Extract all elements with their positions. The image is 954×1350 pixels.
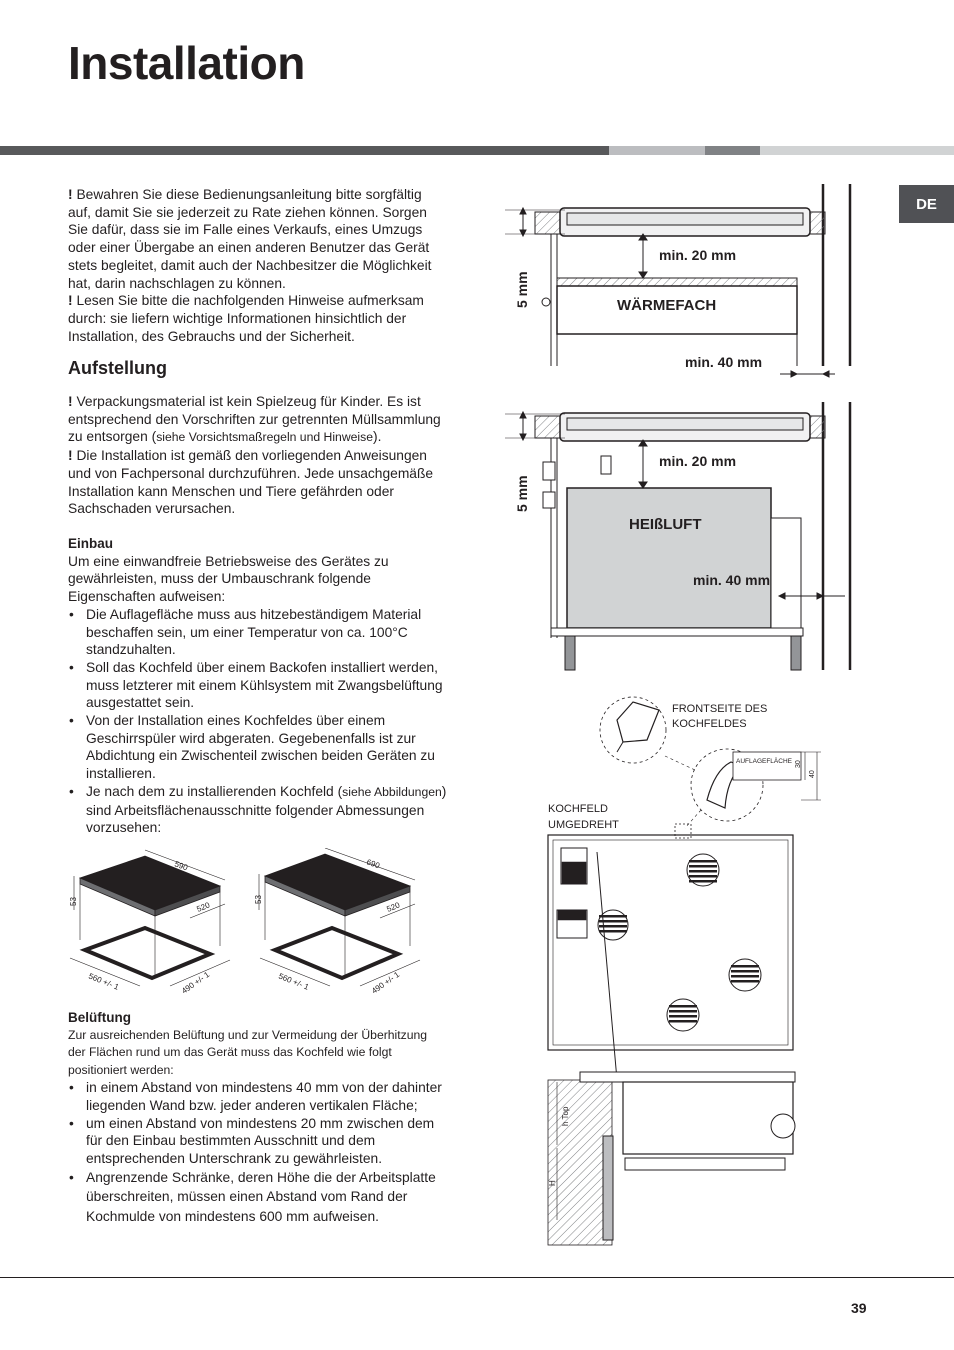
dim-depth: 520: [385, 900, 402, 914]
intro-text-1: Bewahren Sie diese Bedienungsanleitung bitte sorgfältig auf, damit Sie sie jederzeit zu Rate ziehen können. Sorgen Sie dafür, dass sie im Falle eines Verkaufs, eines Umzugs oder einer Übergabe an einen anderen Benutzer das Gerät stets begleitet, damit auch der Nachbesitzer die Möglichkeit hat, darin nachschlagen zu können.: [68, 187, 432, 291]
einbau-section: [68, 535, 448, 837]
list-item: • Die Auflagefläche muss aus hitzebeständigem Material beschaffen sein, um einer Temperatur von ca. 100°C standzuhalten.: [68, 606, 448, 659]
hob-top-surface: [265, 854, 410, 910]
label-5-mm: 5 mm: [514, 271, 530, 308]
aufstellung-section: [68, 393, 448, 518]
dim-depth: 520: [195, 900, 212, 914]
belueftung-section: [68, 1009, 448, 1226]
dim-height: 53: [69, 897, 78, 906]
dim-30: 30: [795, 760, 802, 768]
coil-stripes: [599, 860, 759, 1023]
hob-top-surface: [80, 856, 220, 910]
language-tab: DE: [899, 185, 954, 223]
diagram-warming-drawer: [505, 184, 850, 377]
footer-rule: [0, 1277, 954, 1278]
aufstellung-text-2: Die Installation ist gemäß den vorliegenden Anweisungen und von Fachpersonal durchzuführen. Jede unsachgemäße Installation kann Menschen und Tiere gefährden oder Sachschaden verursachen.: [68, 448, 434, 517]
diagram-hot-air-oven: [505, 402, 850, 670]
label-kochfeld-line-2: UMGEDREHT: [548, 819, 619, 831]
dim-cut-depth: 490 +/- 1: [179, 970, 212, 996]
aufstellung-text-1b: ).: [372, 429, 382, 445]
cutout-drawing-590: [70, 850, 230, 986]
header-bar-pale: [760, 146, 954, 155]
oven-leg: [791, 636, 801, 670]
support-surface: [733, 752, 801, 780]
list-item-text: Je nach dem zu installierenden Kochfeld (: [86, 783, 343, 799]
label-h: H: [548, 1180, 557, 1186]
oven-body: [567, 488, 771, 628]
dim-40: 40: [809, 770, 816, 778]
dim-cut-width: 560 +/- 1: [87, 971, 121, 992]
drawer-handle: [542, 298, 550, 306]
oven-knob: [543, 462, 555, 480]
belueftung-list: [68, 1079, 448, 1226]
belueftung-intro: Zur ausreichenden Belüftung und zur Vermeidung der Überhitzung der Flächen rund um das Gerät muss das Kochfeld wie folgt positioniert werden:: [68, 1027, 428, 1077]
aufstellung-paragraph-2: [68, 447, 448, 518]
oven-knob: [543, 492, 555, 508]
subheading-einbau: Einbau: [68, 536, 114, 551]
einbau-intro: Um eine einwandfreie Betriebsweise des Gerätes zu gewährleisten, muss der Umbauschrank folgende Eigenschaften aufweisen:: [68, 553, 389, 605]
label-min-40-mm: min. 40 mm: [685, 354, 763, 370]
warning-mark: !: [68, 448, 73, 464]
warning-mark: !: [68, 394, 73, 409]
page-title: Installation: [68, 37, 305, 89]
intro-paragraph-2: [68, 292, 448, 345]
header-bar-mid: [705, 146, 760, 155]
label-min-40-mm: min. 40 mm: [693, 572, 771, 588]
cross-reference: siehe Abbildungen: [342, 784, 442, 799]
list-item-text: ) sind Arbeitsflächenausschnitte folgender Abmessungen vorzusehen:: [86, 783, 447, 836]
warning-mark: !: [68, 187, 73, 202]
label-waermefach: WÄRMEFACH: [617, 297, 717, 314]
list-item: • Angrenzende Schränke, deren Höhe die der Arbeitsplatte überschreiten, müssen einen Abstand vom Rand der Kochmulde von mindestens 600 mm aufweisen.: [68, 1168, 448, 1227]
intro-section: [68, 186, 448, 345]
dim-width: 690: [365, 857, 381, 871]
cross-reference: siehe Vorsichtsmaßregeln und Hinweise: [156, 430, 373, 445]
cutout-outline: [275, 928, 398, 978]
aufstellung-text-1a: Verpackungsmaterial ist kein Spielzeug für Kinder. Es ist entsprechend den Vorschriften zur getrennten Müllsammlung zu entsorgen (: [68, 394, 441, 445]
list-item: • um einen Abstand von mindestens 20 mm zwischen dem für den Einbau bestimmten Ausschnitt und dem entsprechenden Unterschrank zu gewährleisten.: [68, 1115, 448, 1168]
list-item: • in einem Abstand von mindestens 40 mm von der dahinter liegenden Wand bzw. jeder anderen vertikalen Fläche;: [68, 1079, 448, 1114]
list-item: • Von der Installation eines Kochfeldes über einem Geschirrspüler wird abgeraten. Gegebenenfalls ist zur Abdichtung ein Zwischenteil zwischen beiden Geräten zu installieren.: [68, 712, 448, 783]
label-front-line-2: KOCHFELDES: [672, 718, 747, 730]
worktop-section: [548, 1080, 612, 1245]
cutout-outline: [85, 928, 210, 978]
label-auflageflaeche: AUFLAGEFLÄCHE: [736, 758, 792, 765]
list-item: • Soll das Kochfeld über einem Backofen installiert werden, muss letzterer mit einem Kühlsystem mit Zwangsbelüftung ausgestattet sein.: [68, 659, 448, 712]
label-heissluft: HEIßLUFT: [629, 516, 702, 533]
section-heading-aufstellung: Aufstellung: [68, 358, 167, 378]
label-min-20-mm: min. 20 mm: [659, 453, 737, 469]
dim-height: 53: [254, 895, 263, 904]
diagram-section-view: [548, 1072, 795, 1245]
dim-cut-depth: 490 +/- 1: [369, 970, 402, 996]
fixing-screw: [603, 1136, 613, 1240]
dim-cut-width: 560 +/- 1: [277, 971, 311, 992]
installation-diagrams: [505, 180, 895, 1250]
page-number: 39: [851, 1300, 867, 1316]
bracket-icon: [617, 702, 659, 742]
drawer-top: [557, 278, 797, 286]
cutout-dimension-drawings: [60, 848, 450, 1008]
label-5-mm: 5 mm: [514, 475, 530, 512]
aufstellung-paragraph-1: [68, 393, 448, 447]
einbau-list: [68, 606, 448, 837]
intro-paragraph-1: [68, 186, 448, 292]
label-kochfeld-line-1: KOCHFELD: [548, 803, 608, 815]
oven-leg: [565, 636, 575, 670]
label-min-20-mm: min. 20 mm: [659, 247, 737, 263]
subheading-belueftung: Belüftung: [68, 1010, 131, 1025]
label-h-top: h Top: [561, 1106, 570, 1126]
cutout-drawing-690: [259, 848, 420, 986]
list-item: [68, 783, 448, 837]
header-bar-dark: [0, 146, 609, 155]
intro-text-2: Lesen Sie bitte die nachfolgenden Hinweise aufmerksam durch: sie liefern wichtige Informationen hinsichtlich der Installation, des Gebrauchs und der Sicherheit.: [68, 293, 424, 344]
warning-mark: !: [68, 293, 73, 309]
header-bar-light: [609, 146, 705, 155]
diagram-inverted-hob: [548, 835, 793, 1080]
dim-width: 590: [173, 859, 189, 873]
label-front-line-1: FRONTSEITE DES: [672, 703, 768, 715]
